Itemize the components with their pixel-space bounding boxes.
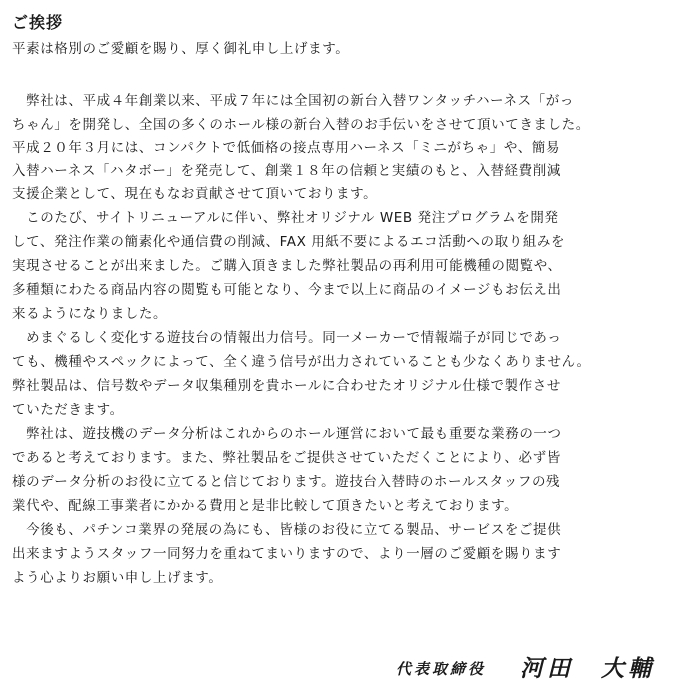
- body-line: 来るようになりました。: [12, 306, 168, 322]
- body-line: このたび、サイトリニューアルに伴い、弊社オリジナル WEB 発注プログラムを開発: [12, 210, 559, 226]
- body-line: 出来ますようスタッフ一同努力を重ねてまいりますので、より一層のご愛顧を賜ります: [12, 546, 562, 562]
- body-line: 多種類にわたる商品内容の閲覧も可能となり、今まで以上に商品のイメージもお伝え出: [12, 282, 562, 298]
- body-line: ていただきます。: [12, 402, 124, 418]
- body-line: して、発注作業の簡素化や通信費の削減、FAX 用紙不要によるエコ活動への取り組みを: [12, 234, 566, 250]
- page-title: ご挨拶: [12, 13, 64, 32]
- body-line: よう心よりお願い申し上げます。: [12, 570, 223, 586]
- body-line: 支援企業として、現在もなお貢献させて頂いております。: [12, 186, 378, 202]
- body-line: 弊社は、平成４年創業以来、平成７年には全国初の新台入替ワンタッチハーネス「がっ: [12, 93, 574, 109]
- body-line: 業代や、配線工事業者にかかる費用と是非比較して頂きたいと考えております。: [12, 498, 519, 514]
- body-line: 弊社製品は、信号数やデータ収集種別を貴ホールに合わせたオリジナル仕様で製作させ: [12, 378, 561, 394]
- body-line: であると考えております。また、弊社製品をご提供させていただくことにより、必ず皆: [12, 450, 561, 466]
- body-line: 平素は格別のご愛顧を賜り、厚く御礼申し上げます。: [12, 41, 350, 57]
- signature-title: 代表取締役: [396, 660, 487, 678]
- body-line: 様のデータ分析のお役に立てると信じております。遊技台入替時のホールスタッフの残: [12, 474, 561, 490]
- body-line: 実現させることが出来ました。ご購入頂きました弊社製品の再利用可能機種の閲覧や、: [12, 258, 562, 274]
- body-line: ても、機種やスペックによって、全く違う信号が出力されていることも少なくありません。: [12, 354, 591, 370]
- body-line: 今後も、パチンコ業界の発展の為にも、皆様のお役に立てる製品、サービスをご提供: [12, 522, 562, 538]
- body-line: ちゃん」を開発し、全国の多くのホール様の新台入替のお手伝いをさせて頂いてきました。: [12, 117, 590, 133]
- body-line: 弊社は、遊技機のデータ分析はこれからのホール運営において最も重要な業務の一つ: [12, 426, 562, 442]
- signature-name: 河田 大輔: [520, 655, 655, 682]
- body-line: 入替ハーネス「ハタボー」を発売して、創業１８年の信頼と実績のもと、入替経費削減: [12, 163, 561, 179]
- body-line: 平成２０年３月には、コンパクトで低価格の接点専用ハーネス「ミニがちゃ」や、簡易: [12, 140, 561, 156]
- body-line: めまぐるしく変化する遊技台の情報出力信号。同一メーカーで情報端子が同じであっ: [12, 330, 562, 346]
